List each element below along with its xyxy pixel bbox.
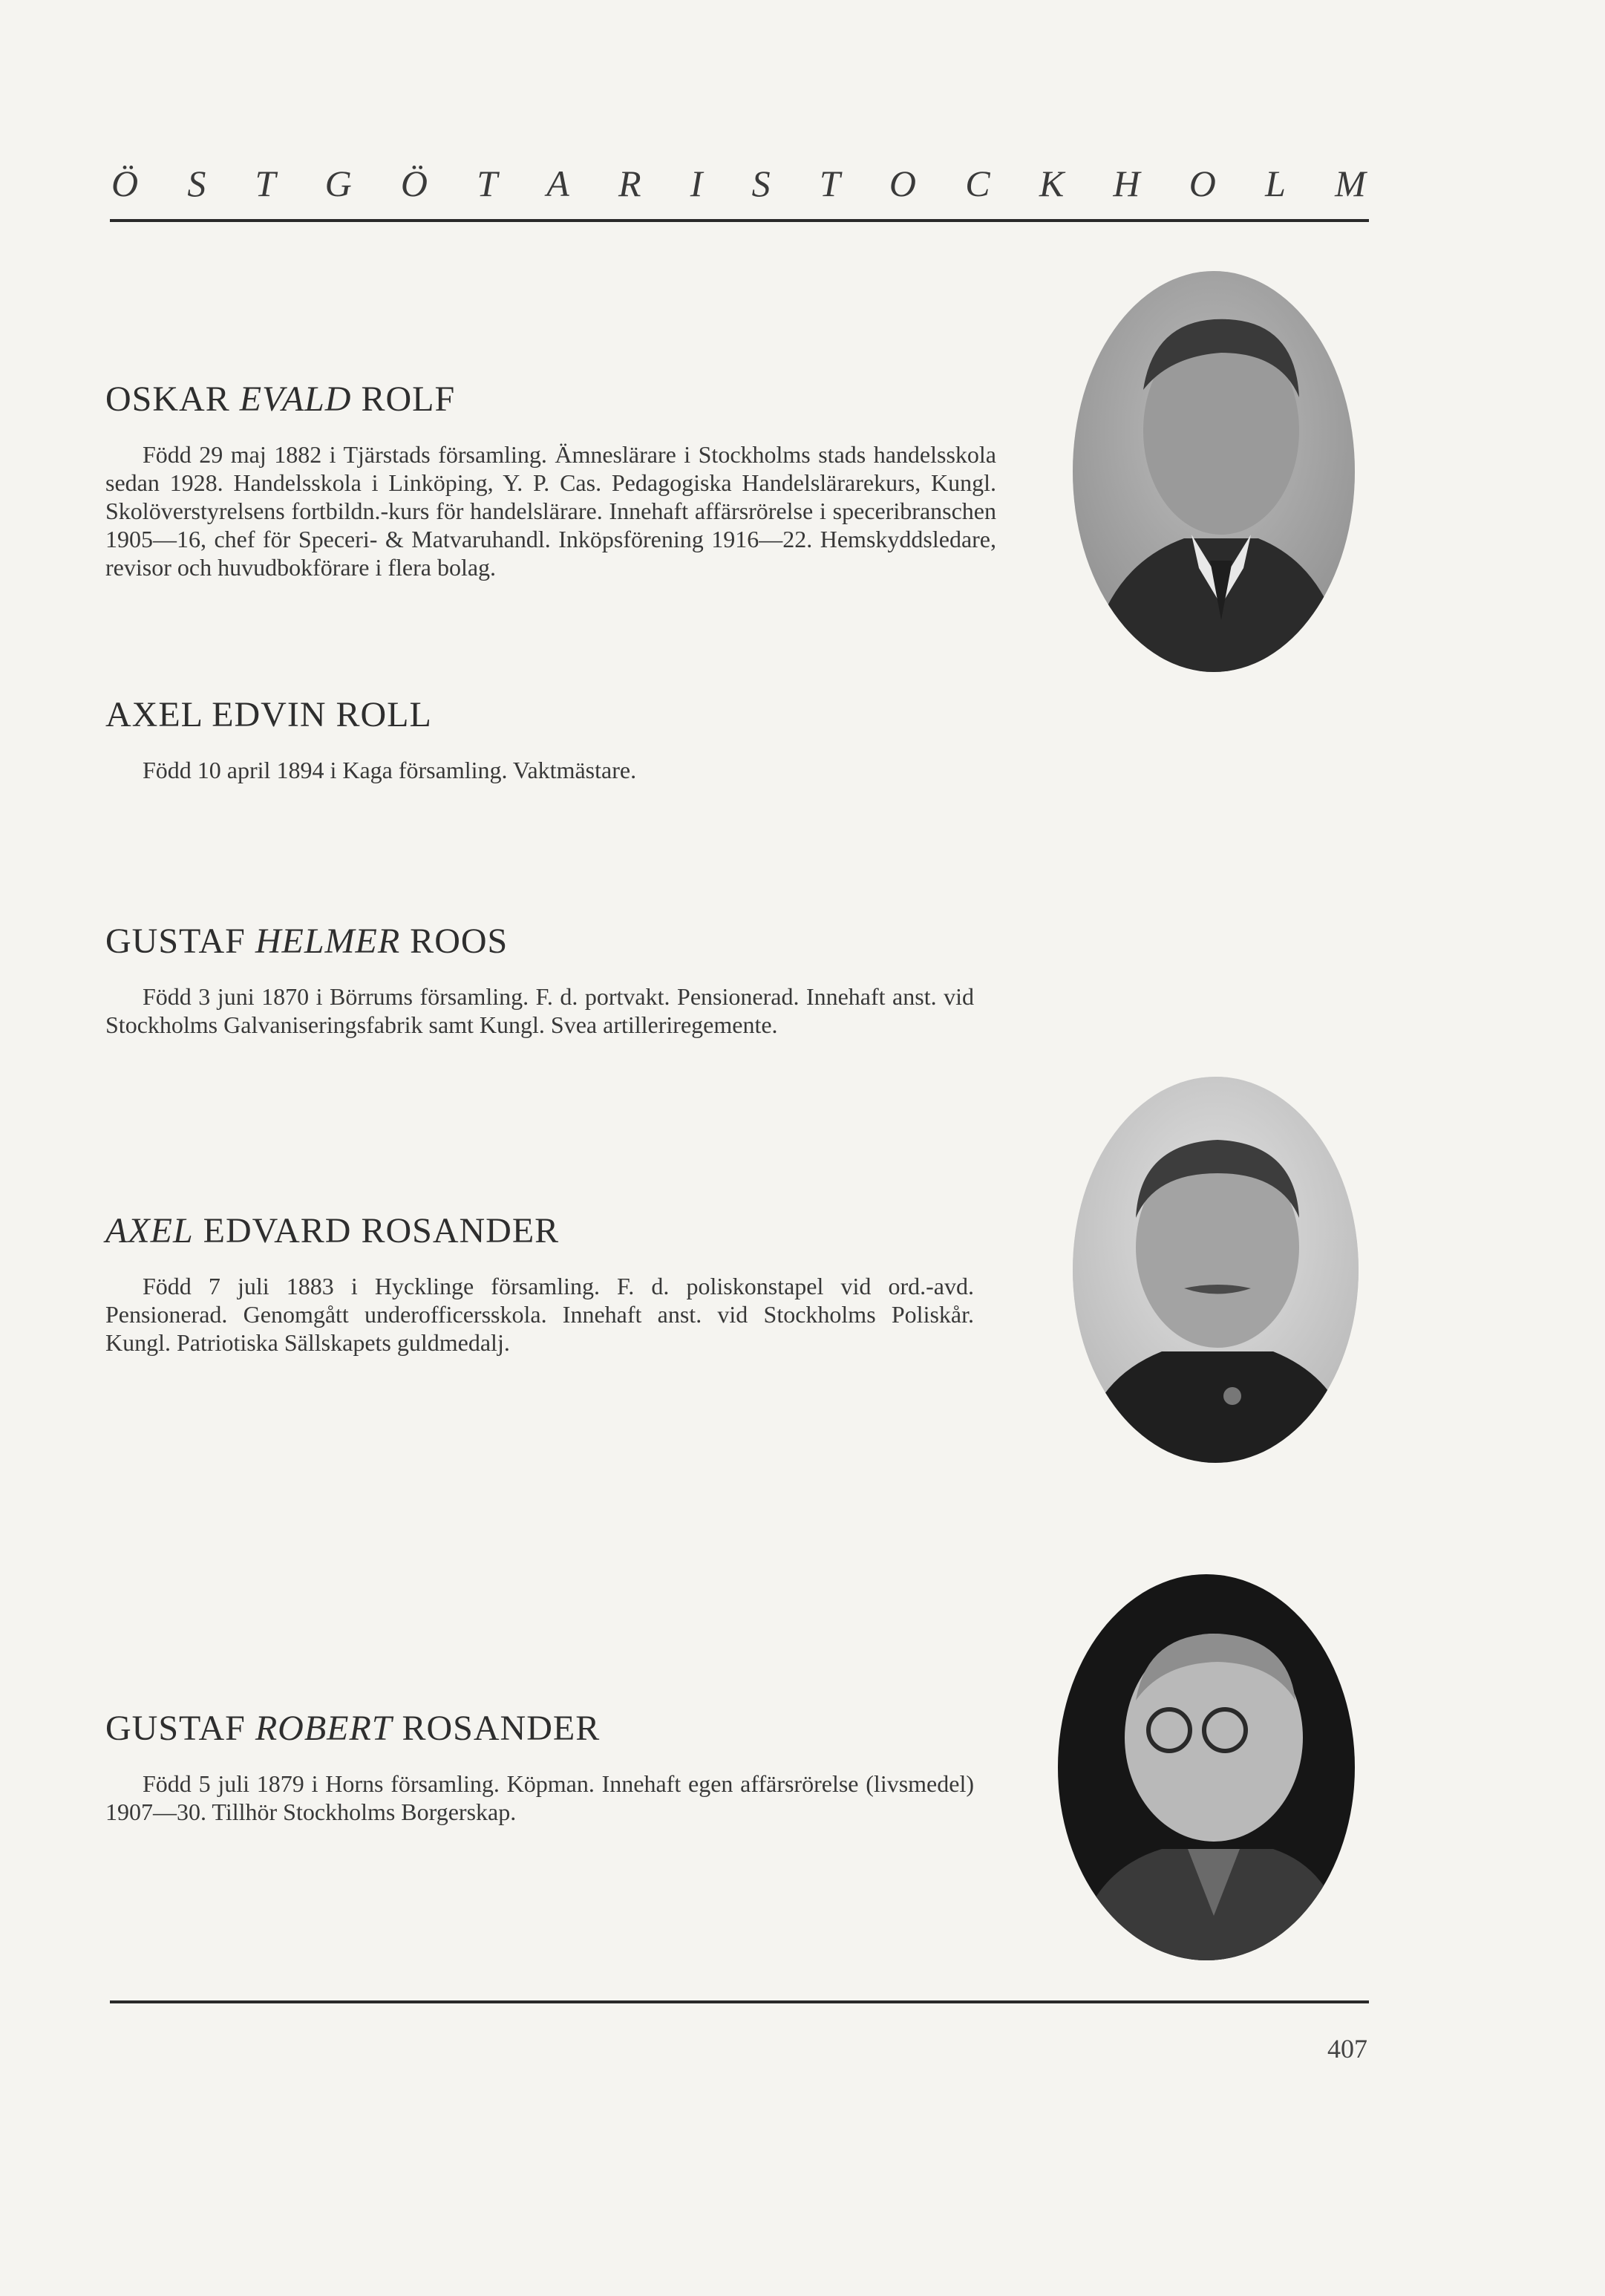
portrait-gustaf-rosander (1058, 1574, 1355, 1960)
entry-bio: Född 10 april 1894 i Kaga församling. Vaktmästare. (143, 757, 637, 783)
footer-rule (110, 2000, 1369, 2003)
header-letter: R (618, 163, 641, 204)
entry-bio: Född 29 maj 1882 i Tjärstads församling. Ämneslärare i Stockholms stads handelsskola sedan 1928. Handelsskola i Linköping, Y. P. Cas. Pedagogiska Handelslärarekurs, Kungl. Skolöverstyrelsens fortbildn.-kurs för handelslärare. Innehaft affärsrörelse i speceribranschen 1905—16, chef för Speceri- & Matvaruhandl. Inköpsförening 1916—22. Hemskyddsledare, revisor och huvudbokförare i flera bolag. (105, 441, 996, 581)
entry-axel-rosander (105, 1210, 974, 1357)
entry-bio: Född 7 juli 1883 i Hycklinge församling. F. d. poliskonstapel vid ord.-avd. Pensionerad. Genomgått underofficersskola. Innehaft anst. vid Stockholms Poliskår. Kungl. Patriotiska Sällskapets guldmedalj. (105, 1273, 974, 1356)
header-letter: M (1335, 163, 1366, 204)
entry-name: AXEL EDVARD ROSANDER (105, 1211, 560, 1250)
entry-bio: Född 5 juli 1879 i Horns församling. Köpman. Innehaft egen affärsrörelse (livsmedel) 1907—30. Tillhör Stockholms Borgerskap. (105, 1770, 974, 1825)
entry-name: GUSTAF ROBERT ROSANDER (105, 1709, 601, 1748)
entry-axel-roll (105, 694, 996, 784)
entry-name: OSKAR EVALD ROLF (105, 379, 456, 419)
header-letter: S (187, 163, 206, 204)
entry-name: GUSTAF HELMER ROOS (105, 922, 509, 961)
header-letter: L (1265, 163, 1286, 204)
header-letter: T (819, 163, 840, 204)
header-letter: Ö (400, 163, 428, 204)
portrait-axel-rosander (1073, 1077, 1359, 1463)
header-letter: K (1039, 163, 1065, 204)
header-letter: O (1189, 163, 1216, 204)
header-letter: T (255, 163, 276, 204)
portrait-oskar-rolf (1073, 271, 1355, 672)
header-letter: A (546, 163, 569, 204)
header-letter: T (477, 163, 498, 204)
entry-bio: Född 3 juni 1870 i Börrums församling. F. d. portvakt. Pensionerad. Innehaft anst. vid Stockholms Galvaniseringsfabrik samt Kungl. Svea artilleriregemente. (105, 983, 974, 1038)
header-letter: Ö (111, 163, 139, 204)
entry-oskar-rolf (105, 379, 996, 581)
entry-gustaf-roos (105, 921, 974, 1039)
entry-name: AXEL EDVIN ROLL (105, 695, 432, 734)
header-letter: G (324, 163, 352, 204)
header-letter: O (889, 163, 917, 204)
header-letter: I (690, 163, 703, 204)
header-rule (110, 219, 1369, 222)
running-header (111, 162, 1366, 205)
page-number: 407 (1327, 2034, 1367, 2064)
header-letter: H (1113, 163, 1140, 204)
header-letter: S (751, 163, 771, 204)
entry-gustaf-rosander (105, 1708, 974, 1826)
header-letter: C (965, 163, 990, 204)
